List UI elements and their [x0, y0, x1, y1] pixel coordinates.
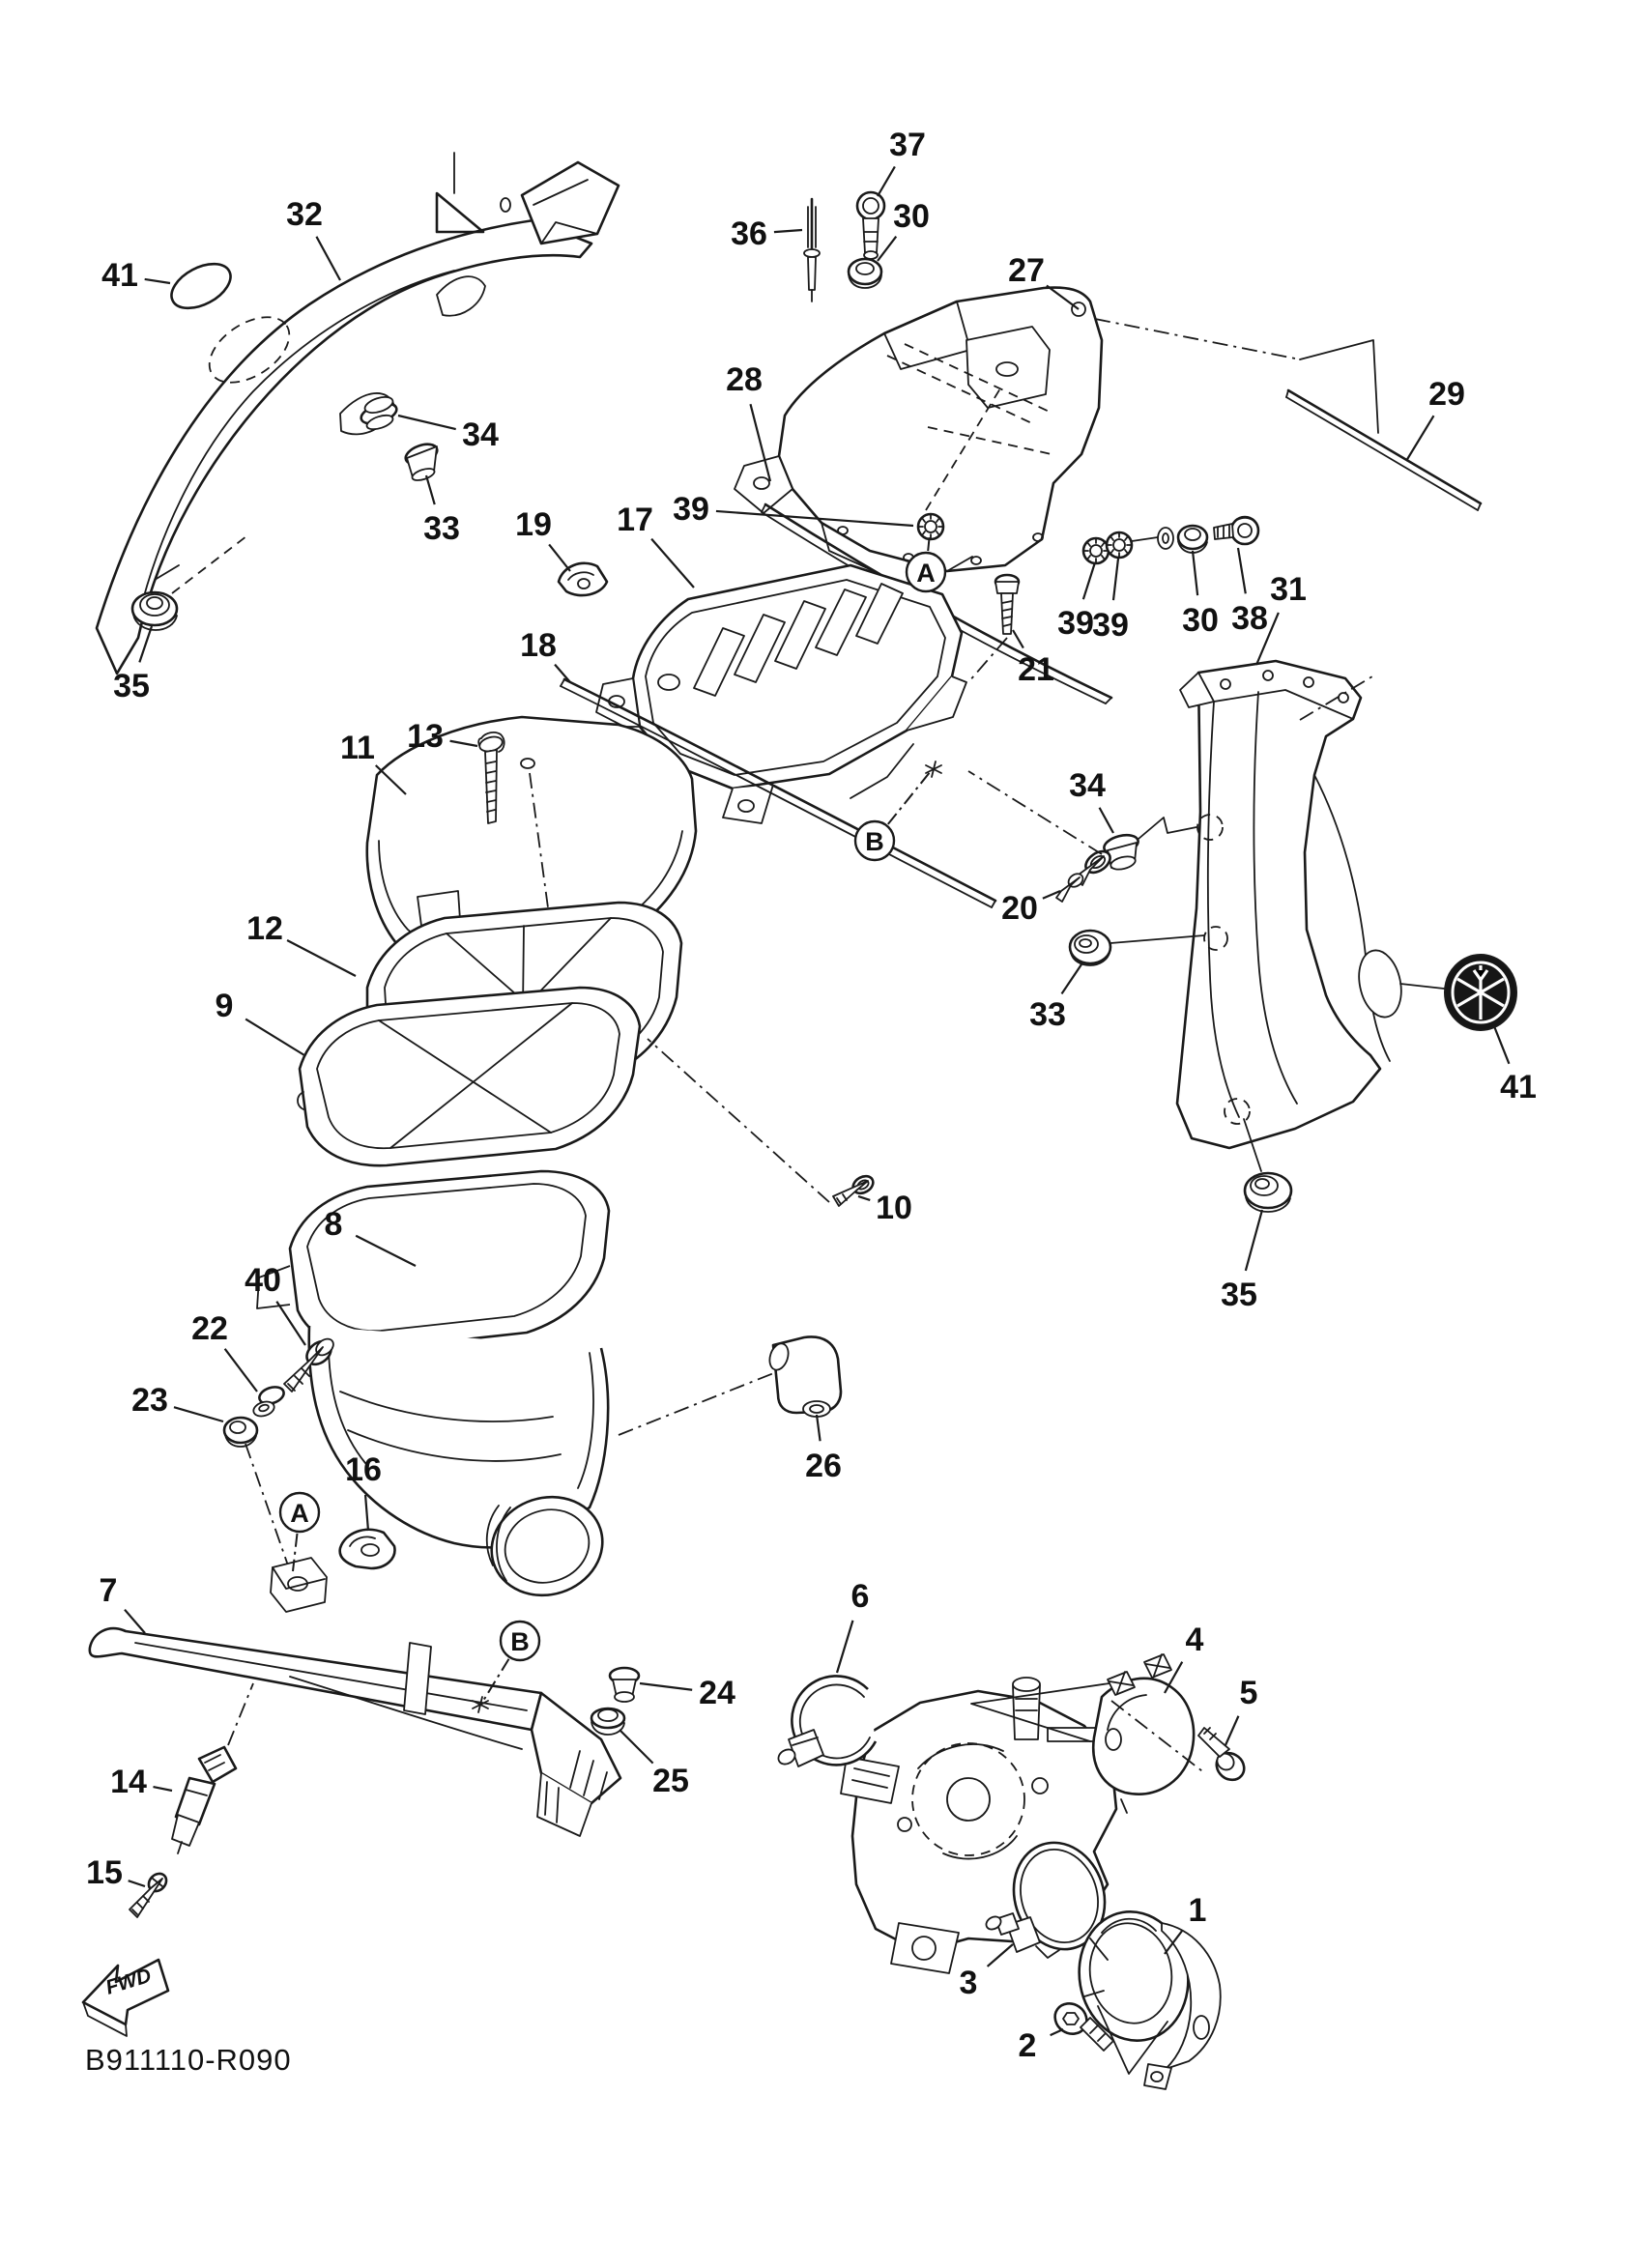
callout-18: 18 [520, 627, 557, 664]
part-grommet-24 [610, 1668, 639, 1702]
leader-line [988, 1944, 1013, 1967]
leader-line [837, 1621, 852, 1673]
leader-line [878, 237, 896, 261]
leader-line [287, 940, 356, 976]
leader-line [365, 1495, 368, 1531]
callout-15: 15 [86, 1854, 123, 1891]
callout-29: 29 [1428, 376, 1465, 413]
callout-35: 35 [113, 668, 150, 704]
callout-39: 39 [1092, 607, 1129, 644]
diagram-code: B911110-R090 [85, 2043, 292, 2077]
callout-25: 25 [652, 1763, 689, 1799]
callout-16: 16 [345, 1451, 382, 1488]
callout-27: 27 [1008, 252, 1045, 289]
ref-letter-A [280, 1493, 319, 1532]
leader-line [1246, 1210, 1262, 1271]
callout-33: 33 [423, 510, 460, 547]
callout-7: 7 [99, 1572, 118, 1609]
callout-35: 35 [1221, 1277, 1257, 1313]
leader-line [1083, 562, 1095, 599]
leader-line [640, 1683, 692, 1690]
callout-4: 4 [1185, 1622, 1204, 1658]
leader-line [129, 1880, 145, 1886]
leader-line [153, 1787, 172, 1791]
callout-37: 37 [889, 127, 926, 163]
callout-6: 6 [850, 1578, 870, 1615]
leader-line [1013, 630, 1023, 648]
part-clip-nut-16 [340, 1530, 395, 1568]
part-hose-clamp-6 [776, 1676, 876, 1766]
leader-line [1051, 2029, 1063, 2035]
leader-line [398, 416, 456, 429]
leader-line [316, 237, 340, 280]
callout-33: 33 [1029, 996, 1066, 1033]
ref-letter-A [907, 553, 945, 591]
callout-13: 13 [407, 718, 444, 755]
leader-line [1406, 416, 1433, 461]
part-emblem-sticker-41-left [164, 255, 238, 318]
part-bolt-10 [648, 1039, 877, 1206]
callout-1: 1 [1188, 1892, 1207, 1929]
leader-line [1238, 548, 1246, 593]
leader-line [125, 1610, 145, 1633]
fwd-arrow-icon [83, 1960, 168, 2036]
leader-line [225, 1349, 257, 1392]
part-grommet-33-left [403, 441, 440, 483]
leader-line [1225, 1716, 1238, 1745]
callout-14: 14 [110, 1764, 147, 1800]
leader-line [817, 1415, 821, 1441]
leader-line [174, 1407, 223, 1421]
callout-32: 32 [286, 196, 323, 233]
callout-11: 11 [340, 730, 375, 766]
callout-38: 38 [1231, 600, 1268, 637]
leader-line [1193, 551, 1197, 595]
ref-letter-B [855, 821, 894, 860]
fwd-label: FWD [102, 1964, 155, 1999]
callout-36: 36 [731, 215, 767, 252]
leader-line [1113, 559, 1118, 600]
part-grommet-34-right [1102, 818, 1196, 872]
callout-41: 41 [101, 257, 138, 294]
callout-30: 30 [1182, 602, 1219, 639]
leader-line [549, 544, 570, 571]
part-elbow-joint-26 [766, 1336, 841, 1417]
callout-21: 21 [1018, 651, 1054, 688]
leader-line [245, 1019, 304, 1055]
part-clip-19 [559, 563, 607, 595]
callout-34: 34 [462, 416, 499, 453]
callout-20: 20 [1001, 890, 1038, 927]
part-washer-22 [251, 1384, 285, 1419]
part-yamaha-emblem-41 [1400, 955, 1516, 1030]
callout-8: 8 [324, 1206, 343, 1243]
leader-line [1494, 1026, 1509, 1064]
callout-9: 9 [215, 988, 234, 1024]
leader-line [620, 1730, 653, 1764]
callout-17: 17 [617, 502, 653, 538]
callout-34: 34 [1069, 767, 1106, 804]
leader-line [555, 665, 570, 682]
callout-40: 40 [245, 1262, 281, 1299]
leader-line [139, 626, 152, 662]
callout-24: 24 [699, 1675, 735, 1711]
callout-2: 2 [1018, 2027, 1037, 2064]
callout-10: 10 [876, 1190, 912, 1226]
callout-30: 30 [893, 198, 930, 235]
leader-line [426, 475, 435, 504]
leader-line [1062, 964, 1081, 993]
part-cap-37 [857, 192, 884, 259]
callout-41: 41 [1500, 1069, 1537, 1105]
leader-line [1100, 808, 1113, 833]
callout-22: 22 [191, 1310, 228, 1347]
part-screw-15 [130, 1870, 170, 1917]
part-grommet-23 [224, 1418, 288, 1565]
part-star-washer-39-c [1107, 528, 1173, 558]
leader-line [774, 230, 802, 232]
callout-19: 19 [515, 506, 552, 543]
svg-text:B: B [510, 1627, 530, 1656]
part-intake-duct-32 [97, 153, 619, 674]
part-bracket-arm-7 [90, 1558, 620, 1836]
svg-text:A: A [290, 1499, 309, 1528]
leader-line [878, 166, 895, 196]
callout-3: 3 [959, 1965, 978, 2001]
leader-line [145, 279, 170, 283]
part-grommet-33-right [1070, 931, 1204, 965]
callout-39: 39 [1057, 605, 1094, 642]
part-bolt-5 [1198, 1728, 1250, 1786]
callout-31: 31 [1270, 571, 1307, 608]
part-sensor-14 [172, 1683, 253, 1853]
part-bolt-38 [1214, 517, 1258, 544]
svg-text:B: B [865, 827, 884, 856]
leader-line [651, 539, 694, 588]
callout-26: 26 [805, 1448, 842, 1484]
part-element-frame-9 [298, 988, 640, 1165]
leader-line [858, 1196, 870, 1200]
part-star-washer-39-b [1083, 538, 1109, 563]
callout-23: 23 [131, 1382, 168, 1419]
callout-5: 5 [1239, 1675, 1258, 1711]
part-side-cover-31 [1177, 661, 1407, 1148]
svg-text:A: A [916, 559, 936, 588]
callout-39: 39 [673, 491, 709, 528]
part-pilot-screw-36 [804, 199, 820, 301]
callout-12: 12 [246, 910, 283, 947]
callout-28: 28 [726, 361, 763, 398]
part-rod-29 [1095, 319, 1481, 510]
part-intake-joint-1 [1069, 1903, 1221, 2089]
part-grommet-30-top [849, 259, 881, 288]
leader-line [888, 771, 931, 824]
ref-letter-B [501, 1622, 539, 1660]
part-grommet-30-right [1178, 526, 1207, 553]
